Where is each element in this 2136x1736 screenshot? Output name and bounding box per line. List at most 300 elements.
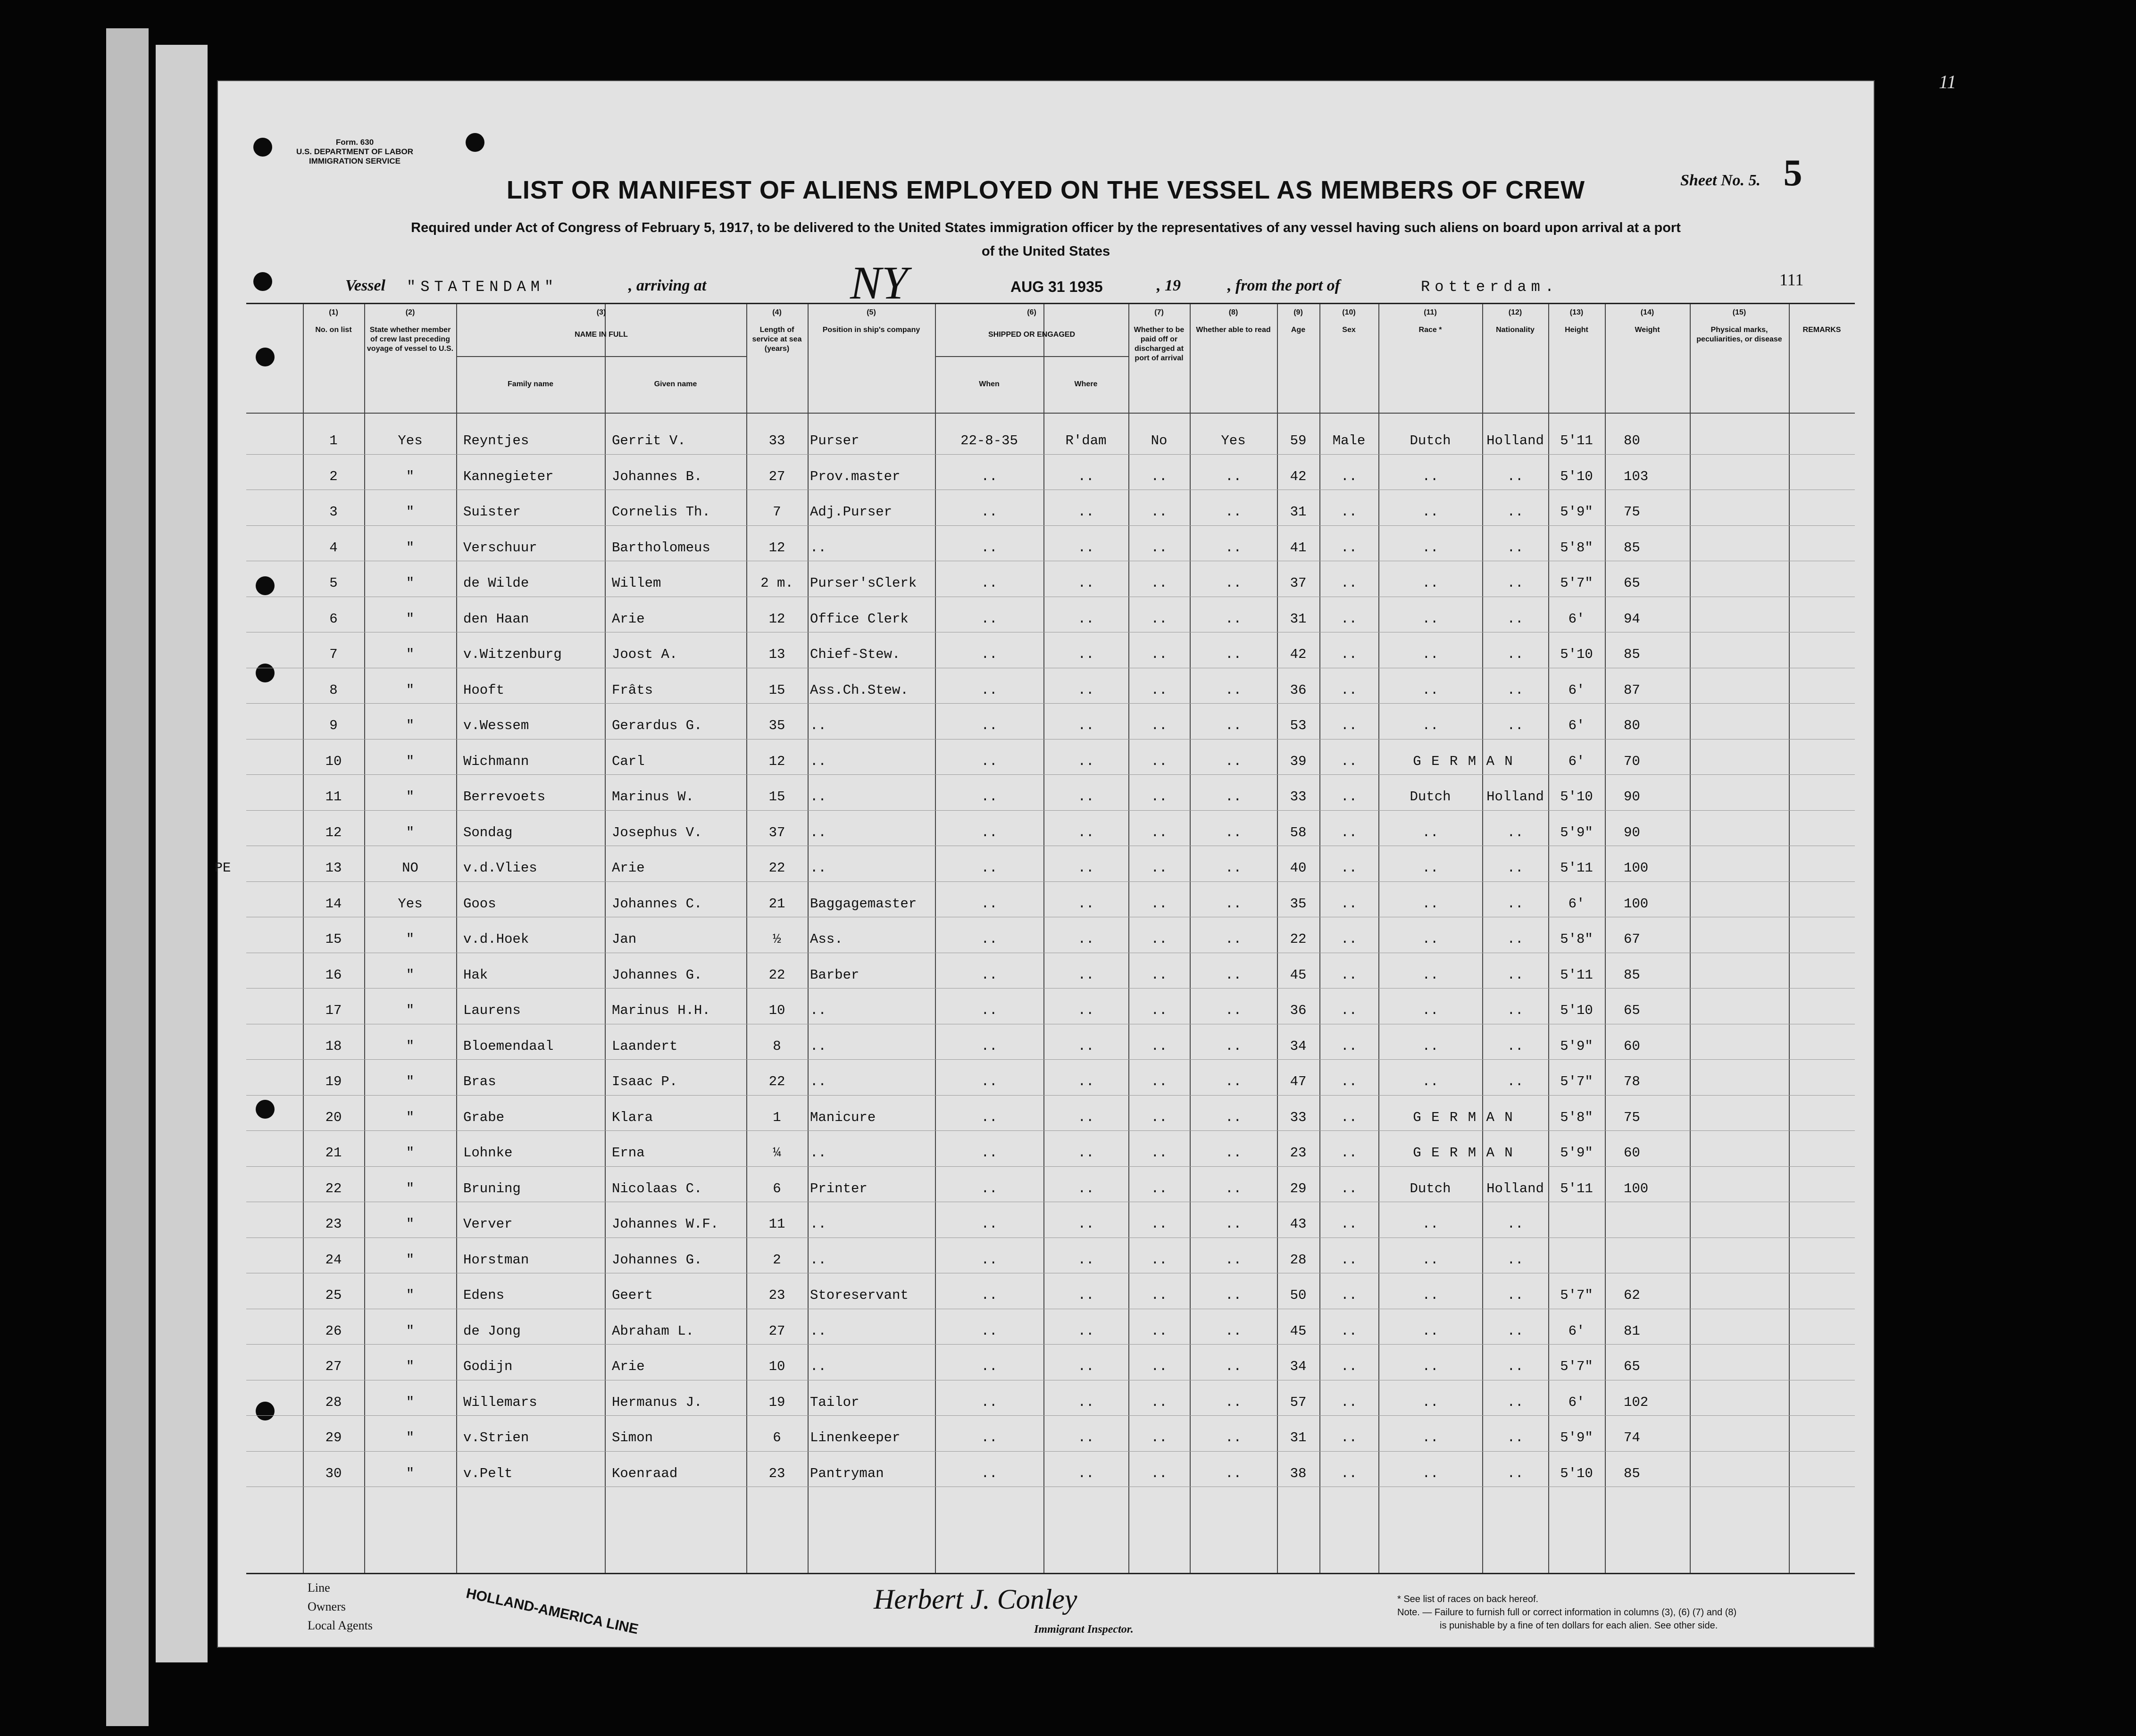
row-19-sex: .. (1341, 1074, 1357, 1089)
row-25-weight: 62 (1624, 1287, 1640, 1303)
row-21-no: 21 (325, 1145, 342, 1161)
row-23-nationality: .. (1507, 1216, 1524, 1232)
row-15-weight: 67 (1624, 931, 1640, 947)
row-29-nationality: .. (1507, 1430, 1524, 1445)
row-23-age: 43 (1290, 1216, 1307, 1232)
row-10-race: G E R M A N (1413, 753, 1514, 769)
table-row-line (246, 1344, 1855, 1345)
row-21-position: .. (810, 1145, 826, 1161)
column-divider (605, 304, 606, 1573)
inspector-signature: Herbert J. Conley (874, 1584, 1077, 1615)
row-22-where: .. (1077, 1180, 1094, 1196)
row-4-service: 12 (768, 540, 785, 556)
row-24-read: .. (1225, 1252, 1242, 1268)
line-label: Line (308, 1581, 330, 1595)
row-25-sex: .. (1341, 1287, 1357, 1303)
row-18-sex: .. (1341, 1038, 1357, 1054)
row-14-position: Baggagemaster (810, 896, 917, 912)
row-20-given: Klara (612, 1109, 653, 1125)
row-22-nationality: Holland (1486, 1180, 1544, 1196)
row-17-service: 10 (768, 1003, 785, 1018)
row-7-read: .. (1225, 647, 1242, 662)
row-22-read: .. (1225, 1180, 1242, 1196)
row-2-where: .. (1077, 468, 1094, 484)
column-number-6: (6) (1027, 308, 1036, 316)
row-14-height: 6' (1568, 896, 1585, 912)
sheet-handwritten: 5 (1783, 152, 1802, 194)
row-22-race: Dutch (1410, 1180, 1451, 1196)
row-14-nationality: .. (1507, 896, 1524, 912)
table-row-line (246, 1415, 1855, 1416)
row-4-height: 5'8" (1560, 540, 1593, 556)
row-14-where: .. (1077, 896, 1094, 912)
row-11-weight: 90 (1624, 789, 1640, 805)
row-22-when: .. (981, 1180, 998, 1196)
row-12-race: .. (1422, 824, 1439, 840)
row-13-position: .. (810, 860, 826, 876)
stamp-number: 111 (1779, 270, 1804, 289)
row-27-given: Arie (612, 1359, 645, 1374)
row-29-race: .. (1422, 1430, 1439, 1445)
row-10-age: 39 (1290, 753, 1307, 769)
row-25-given: Geert (612, 1287, 653, 1303)
row-3-where: .. (1077, 504, 1094, 520)
header-divider (246, 413, 1855, 414)
table-row-line (246, 454, 1855, 455)
row-28-race: .. (1422, 1394, 1439, 1410)
row-1-prev: Yes (398, 433, 423, 449)
fine-note-1: Note. — Failure to furnish full or correct information in columns (3), (6) (7) and (8) (1397, 1607, 1737, 1618)
subtitle-line-1: Required under Act of Congress of February 5, 1917, to be delivered to the United States immigration officer by the representatives of any vessel having such aliens on board upon arrival at a port (411, 220, 1681, 235)
row-14-race: .. (1422, 896, 1439, 912)
row-1-service: 33 (768, 433, 785, 449)
row-4-weight: 85 (1624, 540, 1640, 556)
row-9-prev: " (406, 718, 415, 733)
row-4-prev: " (406, 540, 415, 556)
row-4-nationality: .. (1507, 540, 1524, 556)
row-27-when: .. (981, 1359, 998, 1374)
row-10-family: Wichmann (463, 753, 529, 769)
row-19-given: Isaac P. (612, 1074, 678, 1089)
subtitle-line-2: of the United States (981, 244, 1110, 259)
row-21-age: 23 (1290, 1145, 1307, 1161)
row-9-family: v.Wessem (463, 718, 529, 733)
row-25-family: Edens (463, 1287, 505, 1303)
year-label: , 19 (1157, 277, 1181, 294)
row-11-read: .. (1225, 789, 1242, 805)
row-10-where: .. (1077, 753, 1094, 769)
row-25-age: 50 (1290, 1287, 1307, 1303)
column-header-13: Height (1565, 326, 1588, 334)
row-18-race: .. (1422, 1038, 1439, 1054)
row-15-paid: .. (1151, 931, 1168, 947)
row-13-read: .. (1225, 860, 1242, 876)
row-17-no: 17 (325, 1003, 342, 1018)
row-1-where: R'dam (1065, 433, 1107, 449)
row-13-prev: NO (402, 860, 418, 876)
row-15-margin (199, 930, 246, 949)
row-6-margin (199, 610, 246, 629)
row-27-paid: .. (1151, 1359, 1168, 1374)
row-9-no: 9 (329, 718, 338, 733)
row-13-race: .. (1422, 860, 1439, 876)
table-row-line (246, 810, 1855, 811)
row-14-family: Goos (463, 896, 496, 912)
column-header-10: Sex (1342, 326, 1356, 334)
row-21-family: Lohnke (463, 1145, 513, 1161)
row-12-paid: .. (1151, 824, 1168, 840)
row-22-sex: .. (1341, 1180, 1357, 1196)
row-30-read: .. (1225, 1465, 1242, 1481)
arriving-port-handwritten: NY (850, 257, 908, 309)
row-26-given: Abraham L. (612, 1323, 694, 1339)
row-16-height: 5'11 (1560, 967, 1593, 983)
row-4-margin (199, 539, 246, 557)
row-17-given: Marinus H.H. (612, 1003, 710, 1018)
row-1-paid: No (1151, 433, 1168, 449)
row-17-age: 36 (1290, 1003, 1307, 1018)
row-6-nationality: .. (1507, 611, 1524, 627)
row-28-sex: .. (1341, 1394, 1357, 1410)
row-25-read: .. (1225, 1287, 1242, 1303)
inspector-label: Immigrant Inspector. (1034, 1623, 1134, 1636)
row-13-paid: .. (1151, 860, 1168, 876)
column-header-6: SHIPPED OR ENGAGED (988, 331, 1076, 339)
row-8-race: .. (1422, 682, 1439, 698)
punch-hole (466, 133, 484, 152)
row-13-family: v.d.Vlies (463, 860, 537, 876)
row-1-weight: 80 (1624, 433, 1640, 449)
row-24-family: Horstman (463, 1252, 529, 1268)
row-1-no: 1 (329, 433, 338, 449)
row-10-given: Carl (612, 753, 645, 769)
left-page-edge (156, 45, 208, 1662)
row-20-when: .. (981, 1109, 998, 1125)
row-4-where: .. (1077, 540, 1094, 556)
subheader-divider (456, 356, 746, 357)
row-23-read: .. (1225, 1216, 1242, 1232)
column-header-9: Age (1291, 326, 1306, 334)
row-20-age: 33 (1290, 1109, 1307, 1125)
column-header-12: Nationality (1496, 326, 1535, 334)
row-17-weight: 65 (1624, 1003, 1640, 1018)
row-4-paid: .. (1151, 540, 1168, 556)
row-27-service: 10 (768, 1359, 785, 1374)
row-23-when: .. (981, 1216, 998, 1232)
row-19-service: 22 (768, 1074, 785, 1089)
row-25-prev: " (406, 1287, 415, 1303)
row-29-prev: " (406, 1430, 415, 1445)
row-5-paid: .. (1151, 575, 1168, 591)
row-27-sex: .. (1341, 1359, 1357, 1374)
row-27-age: 34 (1290, 1359, 1307, 1374)
row-1-read: Yes (1221, 433, 1246, 449)
row-18-no: 18 (325, 1038, 342, 1054)
row-25-service: 23 (768, 1287, 785, 1303)
row-28-family: Willemars (463, 1394, 537, 1410)
row-14-when: .. (981, 896, 998, 912)
from-label: , from the port of (1227, 277, 1340, 294)
row-2-given: Johannes B. (612, 468, 702, 484)
row-11-family: Berrevoets (463, 789, 546, 805)
row-4-race: .. (1422, 540, 1439, 556)
row-12-prev: " (406, 824, 415, 840)
row-18-weight: 60 (1624, 1038, 1640, 1054)
manifest-sheet (214, 80, 1875, 1648)
row-4-sex: .. (1341, 540, 1357, 556)
row-13-sex: .. (1341, 860, 1357, 876)
row-9-where: .. (1077, 718, 1094, 733)
table-row-line (246, 881, 1855, 882)
row-5-weight: 65 (1624, 575, 1640, 591)
column-header-5: Position in ship's company (822, 326, 920, 334)
row-8-when: .. (981, 682, 998, 698)
sheet-label: Sheet No. (1680, 172, 1744, 189)
row-12-where: .. (1077, 824, 1094, 840)
row-11-sex: .. (1341, 789, 1357, 805)
row-14-prev: Yes (398, 896, 423, 912)
row-25-paid: .. (1151, 1287, 1168, 1303)
row-14-paid: .. (1151, 896, 1168, 912)
row-14-sex: .. (1341, 896, 1357, 912)
row-2-service: 27 (768, 468, 785, 484)
row-10-prev: " (406, 753, 415, 769)
row-25-margin (199, 1286, 246, 1305)
row-16-age: 45 (1290, 967, 1307, 983)
row-17-when: .. (981, 1003, 998, 1018)
row-17-height: 5'10 (1560, 1003, 1593, 1018)
row-26-position: .. (810, 1323, 826, 1339)
row-29-read: .. (1225, 1430, 1242, 1445)
row-3-read: .. (1225, 504, 1242, 520)
row-5-margin (199, 574, 246, 593)
row-25-when: .. (981, 1287, 998, 1303)
row-29-family: v.Strien (463, 1430, 529, 1445)
row-20-service: 1 (773, 1109, 781, 1125)
row-30-when: .. (981, 1465, 998, 1481)
row-29-where: .. (1077, 1430, 1094, 1445)
row-10-margin (199, 752, 246, 771)
row-24-given: Johannes G. (612, 1252, 702, 1268)
row-22-given: Nicolaas C. (612, 1180, 702, 1196)
row-11-prev: " (406, 789, 415, 805)
row-24-nationality: .. (1507, 1252, 1524, 1268)
column-number-13: (13) (1569, 308, 1584, 316)
row-5-family: de Wilde (463, 575, 529, 591)
row-5-height: 5'7" (1560, 575, 1593, 591)
row-28-prev: " (406, 1394, 415, 1410)
row-14-service: 21 (768, 896, 785, 912)
row-2-when: .. (981, 468, 998, 484)
row-23-no: 23 (325, 1216, 342, 1232)
row-12-age: 58 (1290, 824, 1307, 840)
row-6-no: 6 (329, 611, 338, 627)
row-12-sex: .. (1341, 824, 1357, 840)
row-29-weight: 74 (1624, 1430, 1640, 1445)
row-5-sex: .. (1341, 575, 1357, 591)
row-9-sex: .. (1341, 718, 1357, 733)
row-26-paid: .. (1151, 1323, 1168, 1339)
row-20-race: G E R M A N (1413, 1109, 1514, 1125)
row-23-given: Johannes W.F. (612, 1216, 719, 1232)
row-14-given: Johannes C. (612, 896, 702, 912)
row-2-family: Kannegieter (463, 468, 554, 484)
row-24-prev: " (406, 1252, 415, 1268)
row-22-age: 29 (1290, 1180, 1307, 1196)
row-23-where: .. (1077, 1216, 1094, 1232)
column-header-7: Whether to be paid off or discharged at port of arrival (1134, 326, 1185, 362)
row-20-read: .. (1225, 1109, 1242, 1125)
row-16-prev: " (406, 967, 415, 983)
row-19-read: .. (1225, 1074, 1242, 1089)
row-16-race: .. (1422, 967, 1439, 983)
row-27-nationality: .. (1507, 1359, 1524, 1374)
local-agents-label: Local Agents (308, 1619, 373, 1632)
row-14-age: 35 (1290, 896, 1307, 912)
row-16-position: Barber (810, 967, 859, 983)
row-24-weight (1605, 1251, 1690, 1270)
arriving-label: , arriving at (628, 277, 707, 294)
row-28-service: 19 (768, 1394, 785, 1410)
row-29-position: Linenkeeper (810, 1430, 901, 1445)
row-24-margin (199, 1251, 246, 1270)
row-4-when: .. (981, 540, 998, 556)
row-19-position: .. (810, 1074, 826, 1089)
row-11-paid: .. (1151, 789, 1168, 805)
row-9-given: Gerardus G. (612, 718, 702, 733)
row-12-given: Josephus V. (612, 824, 702, 840)
column-header-3: NAME IN FULL (575, 331, 628, 339)
row-9-weight: 80 (1624, 718, 1640, 733)
row-8-no: 8 (329, 682, 338, 698)
row-24-no: 24 (325, 1252, 342, 1268)
column-number-3: (3) (596, 308, 606, 316)
row-9-paid: .. (1151, 718, 1168, 733)
row-1-when: 22-8-35 (960, 433, 1018, 449)
row-19-where: .. (1077, 1074, 1094, 1089)
row-17-margin (199, 1001, 246, 1020)
row-7-paid: .. (1151, 647, 1168, 662)
row-7-race: .. (1422, 647, 1439, 662)
row-18-height: 5'9" (1560, 1038, 1593, 1054)
row-27-prev: " (406, 1359, 415, 1374)
row-18-given: Laandert (612, 1038, 678, 1054)
row-3-sex: .. (1341, 504, 1357, 520)
row-26-weight: 81 (1624, 1323, 1640, 1339)
row-13-weight: 100 (1624, 860, 1649, 876)
row-3-no: 3 (329, 504, 338, 520)
row-5-prev: " (406, 575, 415, 591)
column-header-15: Physical marks, peculiarities, or disease (1696, 326, 1782, 343)
row-3-height: 5'9" (1560, 504, 1593, 520)
row-22-height: 5'11 (1560, 1180, 1593, 1196)
column-number-14: (14) (1640, 308, 1654, 316)
column-number-5: (5) (867, 308, 876, 316)
row-5-position: Purser'sClerk (810, 575, 917, 591)
row-16-given: Johannes G. (612, 967, 702, 983)
row-28-given: Hermanus J. (612, 1394, 702, 1410)
column-number-9: (9) (1293, 308, 1303, 316)
row-20-no: 20 (325, 1109, 342, 1125)
row-6-race: .. (1422, 611, 1439, 627)
row-16-service: 22 (768, 967, 785, 983)
row-4-family: Verschuur (463, 540, 537, 556)
row-18-prev: " (406, 1038, 415, 1054)
row-18-margin (199, 1037, 246, 1056)
row-13-age: 40 (1290, 860, 1307, 876)
row-20-sex: .. (1341, 1109, 1357, 1125)
row-15-read: .. (1225, 931, 1242, 947)
row-8-where: .. (1077, 682, 1094, 698)
row-26-nationality: .. (1507, 1323, 1524, 1339)
row-3-nationality: .. (1507, 504, 1524, 520)
row-26-age: 45 (1290, 1323, 1307, 1339)
row-26-where: .. (1077, 1323, 1094, 1339)
row-19-nationality: .. (1507, 1074, 1524, 1089)
column-divider (1690, 304, 1691, 1573)
row-23-height (1548, 1215, 1605, 1234)
row-30-service: 23 (768, 1465, 785, 1481)
row-6-service: 12 (768, 611, 785, 627)
row-13-given: Arie (612, 860, 645, 876)
row-7-given: Joost A. (612, 647, 678, 662)
row-10-service: 12 (768, 753, 785, 769)
row-5-no: 5 (329, 575, 338, 591)
row-19-age: 47 (1290, 1074, 1307, 1089)
row-11-service: 15 (768, 789, 785, 805)
row-18-age: 34 (1290, 1038, 1307, 1054)
sheet-value: 5. (1748, 172, 1761, 189)
row-8-sex: .. (1341, 682, 1357, 698)
row-24-race: .. (1422, 1252, 1439, 1268)
row-22-family: Bruning (463, 1180, 521, 1196)
row-13-when: .. (981, 860, 998, 876)
row-13-service: 22 (768, 860, 785, 876)
row-3-when: .. (981, 504, 998, 520)
table-row-line (246, 1166, 1855, 1167)
row-26-race: .. (1422, 1323, 1439, 1339)
column-number-1: (1) (329, 308, 338, 316)
row-21-height: 5'9" (1560, 1145, 1593, 1161)
row-28-read: .. (1225, 1394, 1242, 1410)
row-28-height: 6' (1568, 1394, 1585, 1410)
row-5-service: 2 m. (760, 575, 793, 591)
row-30-age: 38 (1290, 1465, 1307, 1481)
row-23-paid: .. (1151, 1216, 1168, 1232)
row-18-where: .. (1077, 1038, 1094, 1054)
row-2-read: .. (1225, 468, 1242, 484)
column-header-2: State whether member of crew last preceding voyage of vessel to U.S. (367, 326, 454, 353)
row-21-service: ¼ (773, 1145, 781, 1161)
row-4-age: 41 (1290, 540, 1307, 556)
row-7-where: .. (1077, 647, 1094, 662)
row-26-service: 27 (768, 1323, 785, 1339)
row-15-given: Jan (612, 931, 637, 947)
row-11-height: 5'10 (1560, 789, 1593, 805)
row-9-position: .. (810, 718, 826, 733)
subheader-divider (935, 356, 1128, 357)
row-5-race: .. (1422, 575, 1439, 591)
row-11-when: .. (981, 789, 998, 805)
row-22-service: 6 (773, 1180, 781, 1196)
row-7-no: 7 (329, 647, 338, 662)
row-3-position: Adj.Purser (810, 504, 893, 520)
row-6-age: 31 (1290, 611, 1307, 627)
row-29-margin (199, 1429, 246, 1447)
row-27-where: .. (1077, 1359, 1094, 1374)
page-title: LIST OR MANIFEST OF ALIENS EMPLOYED ON THE VESSEL AS MEMBERS OF CREW (506, 176, 1585, 204)
row-29-age: 31 (1290, 1430, 1307, 1445)
